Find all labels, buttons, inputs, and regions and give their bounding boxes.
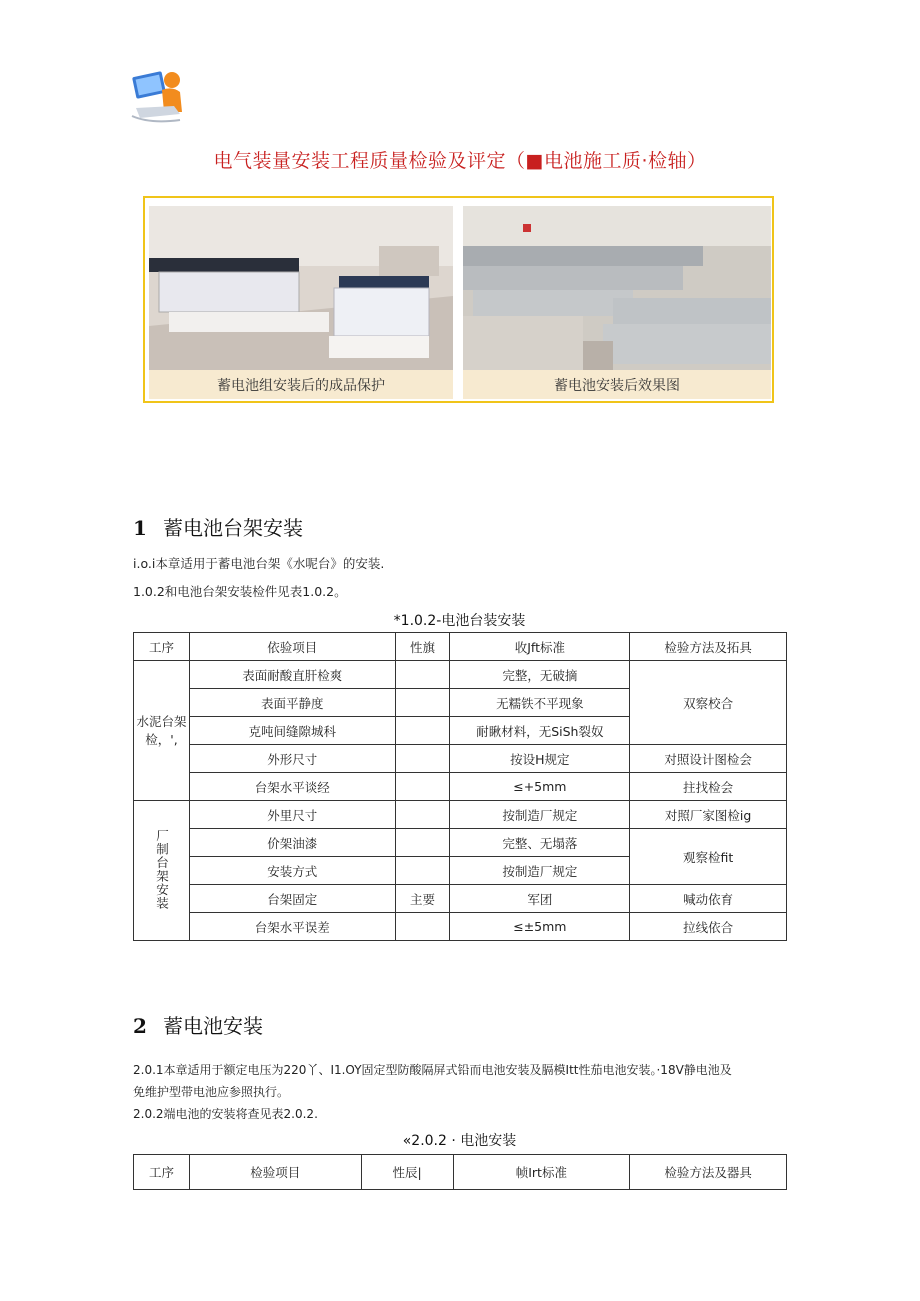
group-label-text: 厂制台架安装 [154, 828, 170, 910]
standard-cell: ≤±5mm [450, 913, 630, 941]
header-cell: 检验项目 [189, 1155, 361, 1190]
header-cell: 帧Irt标准 [453, 1155, 630, 1190]
method-cell: 拄找检会 [630, 773, 787, 801]
photo-caption-right: 蓄电池安装后效果图 [463, 370, 771, 399]
standard-cell: 按设H规定 [450, 745, 630, 773]
method-cell: 对照厂家图检ig [630, 801, 787, 829]
table-row [134, 661, 787, 689]
item-cell: 价架油漆 [189, 829, 395, 857]
standard-cell: 完整、无塌落 [450, 829, 630, 857]
item-cell: 台架固定 [189, 885, 395, 913]
item-cell: 表面耐酸直肝检爽 [189, 661, 395, 689]
section-2-heading [133, 1010, 263, 1039]
standard-cell: ≤+5mm [450, 773, 630, 801]
paragraph: i.o.i本章适用于蓄电池台架《水呢台》的安装. [133, 556, 385, 571]
page-title: 电气装量安装工程质量检验及评定（■电池施工质·检轴） [213, 150, 707, 172]
standard-cell: 完整，无破摘 [450, 661, 630, 689]
battery-install-table [133, 1154, 787, 1190]
table-caption: «2.0.2 · 电池安装 [402, 1133, 517, 1149]
nature-cell: 主要 [395, 885, 450, 913]
item-cell: 外里尺寸 [189, 801, 395, 829]
standard-cell: 无糯铁不平现象 [450, 689, 630, 717]
method-cell: 观察检fit [630, 829, 787, 885]
nature-cell [395, 689, 450, 717]
nature-cell [395, 829, 450, 857]
paragraph: 2.0.1本章适用于额定电压为220丫、I1.OY固定型防酸隔屏式铅而电池安装及膈模Itt性茄电池安装。·18V静电池及 [133, 1063, 732, 1077]
table-row [134, 745, 787, 773]
header-cell: 工序 [134, 633, 190, 661]
standard-cell: 耐瞅材料，无SiSh裂奴 [450, 717, 630, 745]
battery-installed-photo [463, 206, 771, 370]
method-cell: 喊动依育 [630, 885, 787, 913]
standard-cell: 按制造厂规定 [450, 801, 630, 829]
battery-protection-photo [149, 206, 453, 370]
logo [130, 66, 186, 128]
nature-cell [395, 717, 450, 745]
table-row [134, 829, 787, 857]
method-cell: 对照设计图检会 [630, 745, 787, 773]
header-cell: 工序 [134, 1155, 190, 1190]
item-cell: 外形尺寸 [189, 745, 395, 773]
paragraph: 免维护型带电池应参照执行。 [133, 1085, 290, 1099]
item-cell: 安装方式 [189, 857, 395, 885]
nature-cell [395, 661, 450, 689]
header-cell: 依验项目 [189, 633, 395, 661]
standard-cell: 按制造厂规定 [450, 857, 630, 885]
method-cell: 双察校合 [630, 661, 787, 745]
table-row [134, 885, 787, 913]
table-row [134, 801, 787, 829]
section-number: 2 [133, 1014, 147, 1038]
item-cell: 台架水平谈经 [189, 773, 395, 801]
table-caption: *1.0.2-电池台装安装 [393, 613, 526, 629]
header-cell: 检验方法及拓具 [630, 633, 787, 661]
paragraph: 2.0.2端电池的安装将查见表2.0.2. [133, 1107, 318, 1121]
group-label [134, 801, 190, 941]
header-cell: 性旗 [395, 633, 450, 661]
section-number: 1 [133, 516, 147, 540]
table-header-row [134, 1155, 787, 1190]
battery-rack-table [133, 632, 787, 941]
nature-cell [395, 801, 450, 829]
nature-cell [395, 913, 450, 941]
photo-frame [143, 196, 774, 403]
section-1-heading [133, 512, 303, 541]
standard-cell: 军团 [450, 885, 630, 913]
header-cell: 收Jft标准 [450, 633, 630, 661]
header-cell: 性辰| [361, 1155, 453, 1190]
section-title: 蓄电池安装 [163, 1014, 263, 1038]
item-cell: 台架水平误差 [189, 913, 395, 941]
item-cell: 表面平静度 [189, 689, 395, 717]
nature-cell [395, 745, 450, 773]
photo-caption-left: 蓄电池组安装后的成品保护 [149, 370, 453, 399]
item-cell: 克吨间缝隙城科 [189, 717, 395, 745]
group-label-text: 水泥台架检，', [136, 713, 187, 747]
table-row [134, 913, 787, 941]
nature-cell [395, 773, 450, 801]
nature-cell [395, 857, 450, 885]
paragraph: 1.0.2和电池台架安装检件见表1.0.2。 [133, 584, 347, 599]
section-title: 蓄电池台架安装 [163, 516, 303, 540]
table-row [134, 773, 787, 801]
table-header-row [134, 633, 787, 661]
header-cell: 检验方法及器具 [630, 1155, 787, 1190]
group-label [134, 661, 190, 801]
method-cell: 拉线依合 [630, 913, 787, 941]
